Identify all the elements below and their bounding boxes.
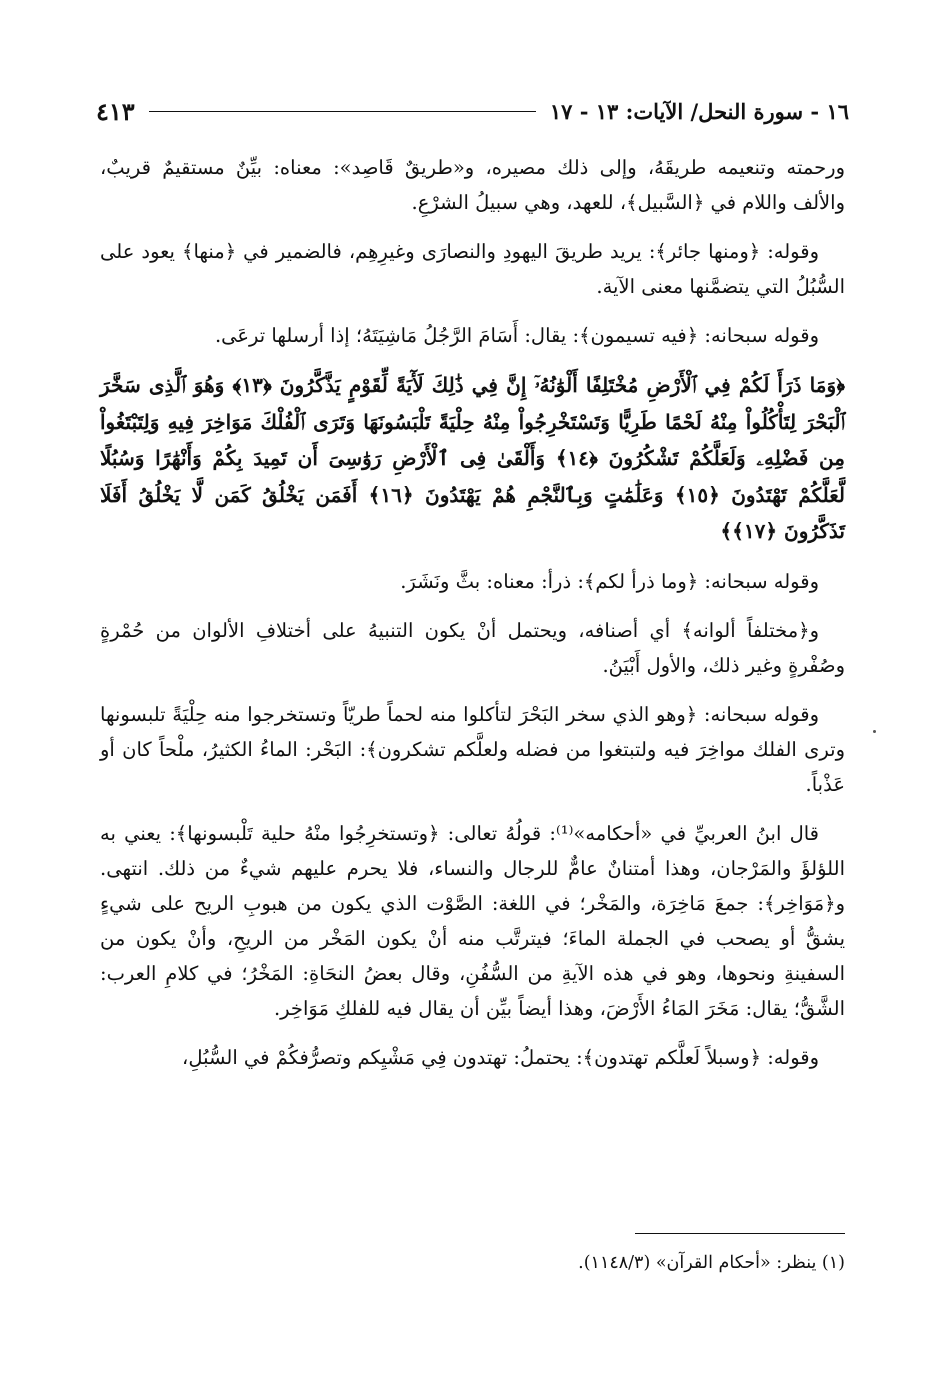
paragraph: وقوله سبحانه: ﴿وهو الذي سخر البَحْرَ لتأكلوا منه لحماً طريّاً وتستخرجوا منه حِلْيَةً تلبسونها وترى الفلك مواخِرَ فيه ولتبتغوا من فضله ولعلَّكم تشكرون﴾: البَحْر: الماءُ الكثيرُ، ملْحاً كان أو عَذْباً. [100,702,845,796]
paragraph: وقوله: ﴿ومنها جائر﴾: يريد طريقَ اليهودِ والنصارَى وغيرِهِم، فالضمير في ﴿منها﴾ يعود على السُّبُلُ التي يتضمَّنها معنى الآية. [100,240,845,298]
paragraph: وقوله سبحانه: ﴿وما ذرأ لكم﴾: ذرأ: معناه: بثَّ ونَشَرَ. [400,569,819,593]
paragraph: و﴿مختلفاً ألوانه﴾ أي أصنافه، ويحتمل أنْ يكون التنبيهُ على أختلافِ الألوان من حُمْرةٍ وصُفْرةٍ وغير ذلك، والأول أَبْيَنُ. [100,618,845,677]
footnote: (١) ينظر: «أحكام القرآن» (١١٤٨/٣). [578,1253,845,1273]
paragraph: قال ابنُ العربيِّ في «أحكامه»⁽¹⁾: قولُهُ تعالى: ﴿وتستخرِجُوا منْهُ حلية تَلْبسونها﴾: يعني به اللؤلؤَ والمَرْجان، وهذا أمتنانٌ عامٌّ للرجال والنساء، فلا يحرم عليهم شيءٌ من ذلك. انتهى. و﴿مَوَاخِر﴾: جمعَ مَاخِرَة، والمَخْر؛ في اللغة: الصَّوْت الذي يكون من هبوبِ الريح على شيءٍ يشقُّ أو يصحب في الجملة الماءَ؛ فيترتَّب منه أنْ يكون المَخْر من الريحِ، وأنْ يكون من السفينةِ ونحوها، وهو في هذه الآيةِ من السُّفُنِ، وقال بعضُ النحَاةِ: المَخْرُ؛ في كلامِ العرب: الشَّقُّ؛ يقال: مَخَرَ المَاءُ الأَرْضَ، وهذا أيضاً بيِّن أن يقال فيه للفلكِ مَوَاخِر. [100,821,845,1020]
margin-dot [873,730,876,733]
running-title: ١٦ - سورة النحل/ الآيات: ١٣ - ١٧ [549,98,849,124]
page-body [100,150,845,1089]
quran-verses-block: ﴿وَمَا ذَرَأَ لَكُمْ فِي ٱلْأَرْضِ مُخْتَلِفًا أَلْوَٰنُهُۥٓ إِنَّ فِي ذَٰلِكَ لَأٓيَةً لِّقَوْمٍ يَذَّكَّرُونَ ﴿١٣﴾ وَهُوَ ٱلَّذِى سَخَّرَ ٱلْبَحْرَ لِتَأْكُلُواْ مِنْهُ لَحْمًا طَرِيًّا وَتَسْتَخْرِجُواْ مِنْهُ حِلْيَةً تَلْبَسُونَهَا وَتَرَى ٱلْفُلْكَ مَوَاخِرَ فِيهِ وَلِتَبْتَغُواْ مِن فَضْلِهِۦ وَلَعَلَّكُمْ تَشْكُرُونَ ﴿١٤﴾ وَأَلْقَىٰ فِى ٱلْأَرْضِ رَوَٰسِىَ أَن تَمِيدَ بِكُمْ وَأَنْهَٰرًا وَسُبُلًا لَّعَلَّكُمْ تَهْتَدُونَ ﴿١٥﴾ وَعَلَٰمَٰتٍ وَبِٱلنَّجْمِ هُمْ يَهْتَدُونَ ﴿١٦﴾ أَفَمَن يَخْلُقُ كَمَن لَّا يَخْلُقُ أَفَلَا تَذَكَّرُونَ ﴿١٧﴾﴾ [100,373,845,543]
paragraph: ورحمته وتنعيمه طريقَهُ، وإلى ذلك مصيره، و«طريقٌ قَاصِد»: معناه: بيِّنٌ مستقيمٌ قريبٌ، والألف واللام في ﴿السَّبيل﴾، للعهد، وهي سبيلُ الشرْعِ. [100,156,845,214]
paragraph: وقوله: ﴿وسبلاً لَعلَّكم تهتدون﴾: يحتملُ: تهتدون فِي مَشْيِكم وتصرُّفكُمْ في السُّبُلِ، [182,1045,819,1069]
header-rule [149,111,536,112]
footnotes [100,1233,845,1278]
footnote-separator [635,1233,845,1234]
running-header [96,94,849,128]
page-number: ٤١٣ [96,96,135,126]
paragraph: وقوله سبحانه: ﴿فيه تسيمون﴾: يقال: أَسَامَ الرَّجُلُ مَاشِيَتَهُ؛ إذا أرسلها ترعَى. [214,324,819,347]
